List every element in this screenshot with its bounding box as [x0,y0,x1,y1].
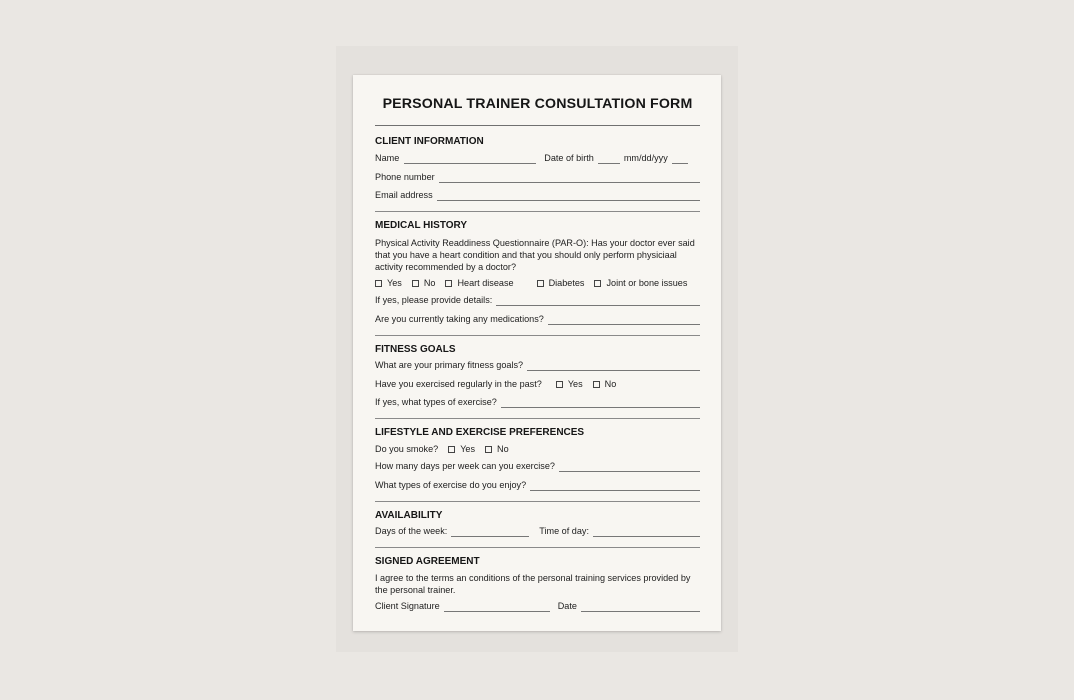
section-divider [375,547,700,548]
name-dob-row [375,153,700,164]
medications-label: Are you currently taking any medications? [375,314,544,324]
section-heading-client-information: CLIENT INFORMATION [375,136,484,147]
section-divider [375,501,700,502]
enjoy-row [375,480,700,491]
medications-field[interactable] [548,316,700,325]
exercise-types-field[interactable] [501,399,700,408]
enjoy-field[interactable] [530,482,700,491]
dob-label: Date of birth [544,153,594,163]
section-divider [375,335,700,336]
section-heading-medical-history: MEDICAL HISTORY [375,220,468,231]
checkbox-exercised-no[interactable] [593,381,600,388]
exercised-label: Have you exercised regularly in the past? [375,379,542,389]
section-heading-fitness-goals: FITNESS GOALS [375,344,456,355]
name-field[interactable] [404,155,536,164]
medications-row [375,314,700,325]
enjoy-label: What types of exercise do you enjoy? [375,480,527,490]
exercise-types-label: If yes, what types of exercise? [375,397,497,407]
checkbox-exercised-yes[interactable] [556,381,563,388]
form-title: PERSONAL TRAINER CONSULTATION FORM [382,96,693,112]
signature-label: Client Signature [375,601,440,611]
availability-row [375,526,700,537]
details-field[interactable] [496,297,700,306]
checkbox-smoke-yes[interactable] [448,446,455,453]
section-heading-availability: AVAILABILITY [375,510,443,521]
par-q-question: Physical Activity Readdiness Questionnaire (PAR-O): Has your doctor ever said that you have a heart condition and that you should only perform physiciaal activity recommended by a doctor? [375,238,695,272]
option-no[interactable] [412,278,436,289]
option-label: Yes [567,379,583,389]
exercised-option-no[interactable] [593,379,617,390]
days-of-week-field[interactable] [451,528,529,537]
checkbox-heart-disease[interactable] [445,280,452,287]
option-label: Heart disease [457,278,514,288]
option-label: No [497,444,509,454]
option-heart-disease[interactable] [445,278,513,289]
exercised-option-yes[interactable] [556,379,583,390]
section-divider [375,211,700,212]
details-row [375,295,700,306]
exercised-row [375,379,700,390]
agreement-text: I agree to the terms an conditions of the personal training services provided by the personal trainer. [375,573,691,595]
checkbox-smoke-no[interactable] [485,446,492,453]
email-field[interactable] [437,192,700,201]
days-per-week-row [375,461,700,472]
days-of-week-label: Days of the week: [375,526,448,536]
name-label: Name [375,153,400,163]
option-label: Yes [387,278,402,288]
option-label: No [423,278,436,288]
dob-format-hint: mm/dd/yyy [623,153,668,163]
phone-field[interactable] [439,174,700,183]
checkbox-joint-bone[interactable] [594,280,601,287]
days-per-week-field[interactable] [559,463,700,472]
checkbox-yes[interactable] [375,280,382,287]
option-yes[interactable] [375,278,402,289]
phone-label: Phone number [375,172,435,182]
smoke-option-yes[interactable] [448,444,475,455]
checkbox-no[interactable] [412,280,419,287]
form-sheet [353,75,721,631]
checkbox-diabetes[interactable] [537,280,544,287]
dob-field-suffix[interactable] [672,155,688,164]
time-of-day-label: Time of day: [539,526,589,536]
section-heading-signed-agreement: SIGNED AGREEMENT [375,556,480,567]
goals-field[interactable] [527,362,700,371]
time-of-day-field[interactable] [593,528,700,537]
option-joint-bone[interactable] [594,278,687,289]
section-divider [375,418,700,419]
phone-row [375,172,700,183]
smoke-label: Do you smoke? [375,444,439,454]
dob-field-prefix[interactable] [598,155,620,164]
date-label: Date [557,601,577,611]
smoke-row [375,444,700,455]
option-label: No [604,379,617,389]
option-label: Joint or bone issues [606,278,688,288]
signature-row [375,601,700,612]
email-row [375,190,700,201]
date-field[interactable] [581,603,700,612]
exercise-types-row [375,397,700,408]
signature-field[interactable] [444,603,550,612]
goals-label: What are your primary fitness goals? [375,360,524,370]
details-label: If yes, please provide details: [375,295,493,305]
title-divider [375,125,700,126]
option-label: Diabetes [548,278,585,288]
medical-options-row [375,278,700,289]
smoke-option-no[interactable] [485,444,509,455]
option-diabetes[interactable] [537,278,585,289]
section-heading-lifestyle: LIFESTYLE AND EXERCISE PREFERENCES [375,427,585,438]
option-label: Yes [460,444,476,454]
goals-row [375,360,700,371]
days-per-week-label: How many days per week can you exercise? [375,461,555,471]
email-label: Email address [375,190,433,200]
